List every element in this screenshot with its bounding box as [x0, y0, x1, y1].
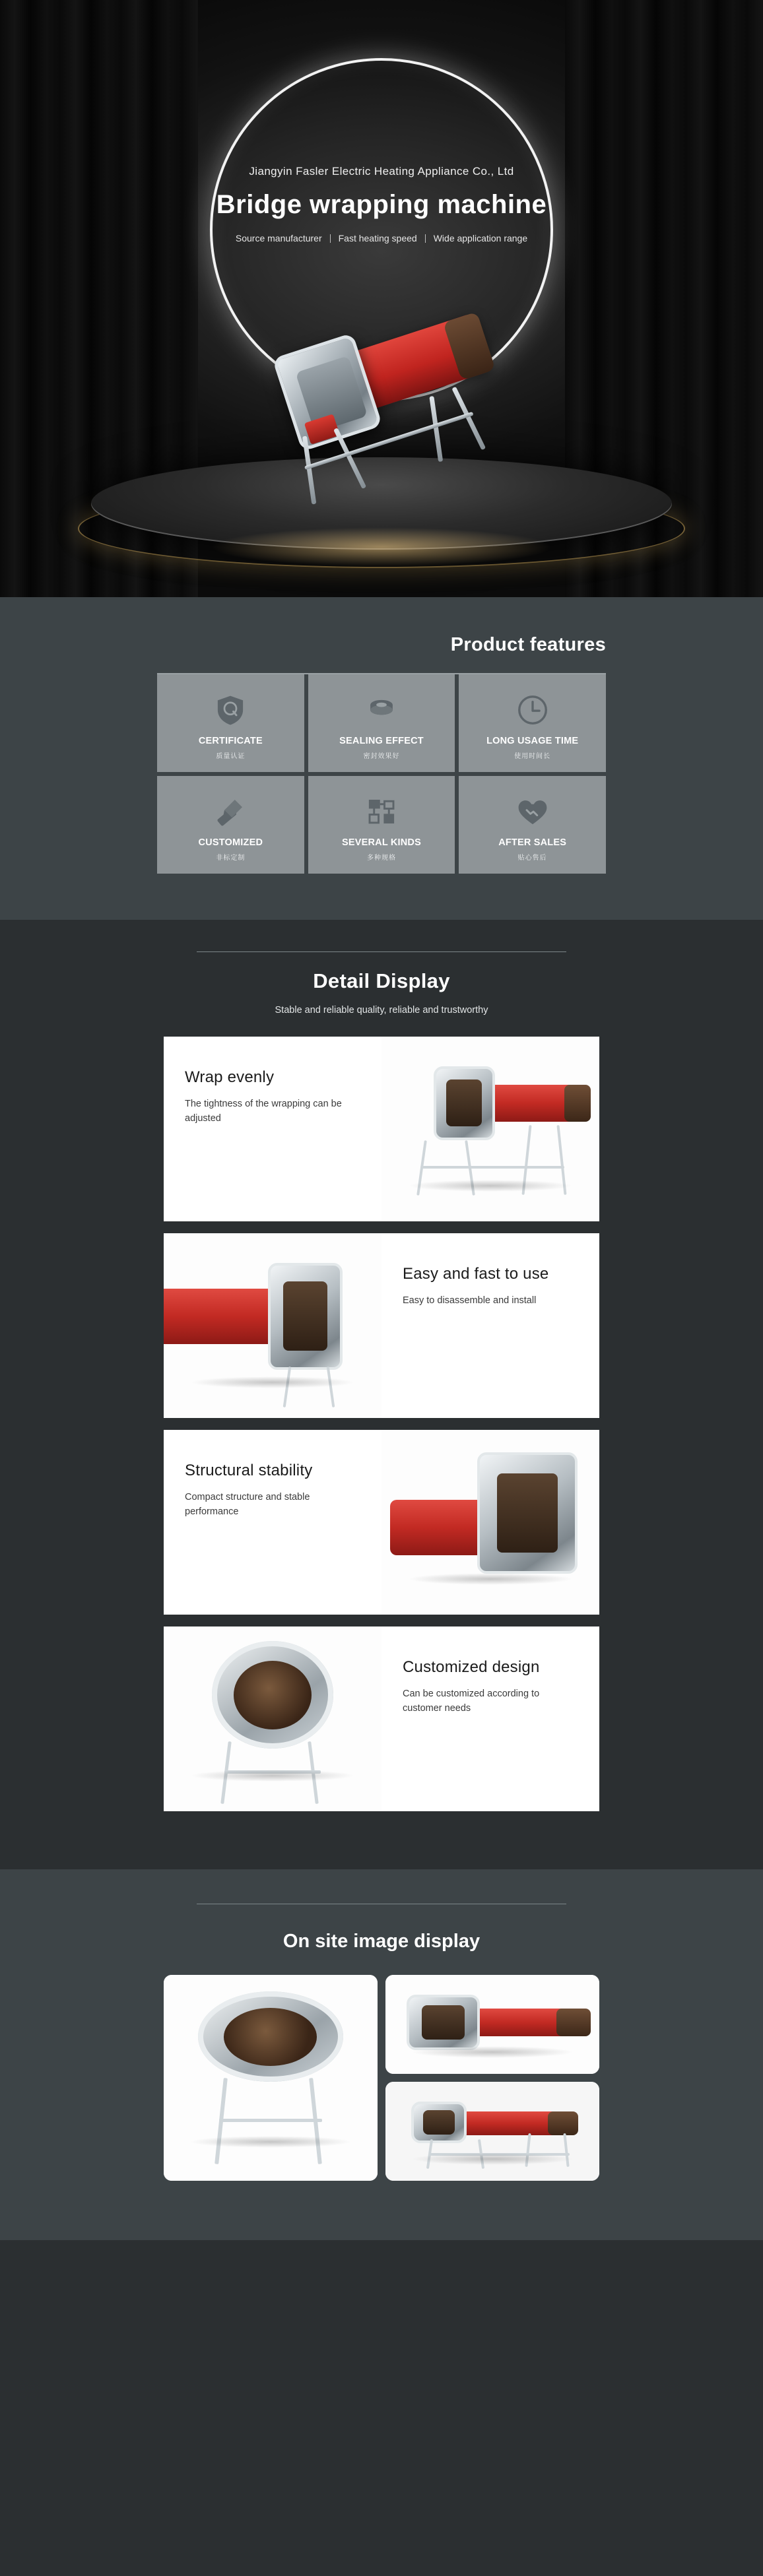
product-features-section [0, 597, 763, 920]
pencil-ruler-icon [211, 792, 250, 831]
seal-layers-icon [362, 691, 401, 729]
detail-card-image-open-ring-front [164, 1626, 382, 1811]
tag-divider-1 [330, 234, 331, 243]
detail-card-text [164, 1037, 382, 1221]
detail-card-image-drum-with-red-wrap [382, 1430, 599, 1615]
detail-card-customized-design [164, 1626, 599, 1811]
feature-name-cn: 非标定制 [216, 854, 246, 862]
hero-tagline [197, 233, 566, 243]
company-name: Jiangyin Fasler Electric Heating Appliance Co., Ltd [249, 165, 514, 177]
feature-name: LONG USAGE TIME [486, 735, 579, 746]
feature-name: CERTIFICATE [198, 735, 263, 746]
detail-card-desc: The tightness of the wrapping can be adjusted [185, 1099, 342, 1124]
feature-item-customized [157, 776, 304, 874]
product-title: Bridge wrapping machine [216, 190, 547, 219]
hero-tag-3: Wide application range [433, 233, 528, 243]
handshake-heart-icon [513, 792, 552, 831]
detail-card-desc: Easy to disassemble and install [403, 1295, 537, 1306]
detail-card-title: Wrap evenly [185, 1068, 275, 1086]
tag-divider-2 [425, 234, 426, 243]
detail-subtitle: Stable and reliable quality, reliable and trustworthy [275, 1005, 488, 1015]
detail-card-text [382, 1233, 599, 1418]
feature-item-long-usage-time [459, 674, 606, 772]
feature-name-cn: 密封效果好 [363, 752, 400, 760]
feature-name-cn: 质量认证 [216, 752, 246, 760]
feature-name: SEVERAL KINDS [342, 837, 421, 848]
detail-display-section [0, 920, 763, 1869]
onsite-title: On site image display [282, 1931, 481, 1952]
detail-card-text [382, 1626, 599, 1811]
section-divider [197, 951, 566, 952]
shield-certificate-icon [211, 691, 250, 729]
detail-card-image-red-tube-closeup [164, 1233, 382, 1418]
feature-item-several-kinds [308, 776, 455, 874]
stage-glow-decoration [210, 527, 553, 567]
detail-card-structural-stability [164, 1430, 599, 1615]
detail-card-image-machine-on-stand [382, 1037, 599, 1221]
feature-name: SEALING EFFECT [339, 735, 424, 746]
detail-card-title: Customized design [403, 1658, 540, 1676]
detail-card-wrap-evenly [164, 1037, 599, 1221]
onsite-image-full-machine [385, 2082, 599, 2181]
hero-tag-2: Fast heating speed [338, 233, 417, 243]
hero-tag-1: Source manufacturer [235, 233, 322, 243]
onsite-image-front-ring [164, 1975, 378, 2181]
feature-item-certificate [157, 674, 304, 772]
detail-card-desc: Compact structure and stable performance [185, 1492, 310, 1517]
feature-name-cn: 贴心售后 [517, 854, 547, 862]
detail-card-title: Easy and fast to use [403, 1265, 549, 1283]
onsite-image-grid [164, 1975, 599, 2181]
onsite-display-section [0, 1869, 763, 2240]
detail-card-desc: Can be customized according to customer needs [403, 1689, 540, 1714]
feature-name-cn: 使用时间长 [514, 752, 551, 760]
hero-banner [0, 0, 763, 597]
feature-name-cn: 多种规格 [366, 854, 396, 862]
detail-card-title: Structural stability [185, 1462, 313, 1479]
detail-card-text [164, 1430, 382, 1615]
sitemap-icon [362, 792, 401, 831]
clock-icon [513, 691, 552, 729]
features-heading: Product features [450, 634, 606, 655]
hero-text-block [197, 165, 566, 243]
feature-item-sealing-effect [308, 674, 455, 772]
detail-title: Detail Display [313, 969, 450, 992]
detail-card-easy-and-fast [164, 1233, 599, 1418]
feature-name: CUSTOMIZED [198, 837, 263, 848]
onsite-image-machine-red-tube [385, 1975, 599, 2074]
feature-item-after-sales [459, 776, 606, 874]
feature-name: AFTER SALES [498, 837, 567, 848]
features-grid [157, 673, 606, 874]
